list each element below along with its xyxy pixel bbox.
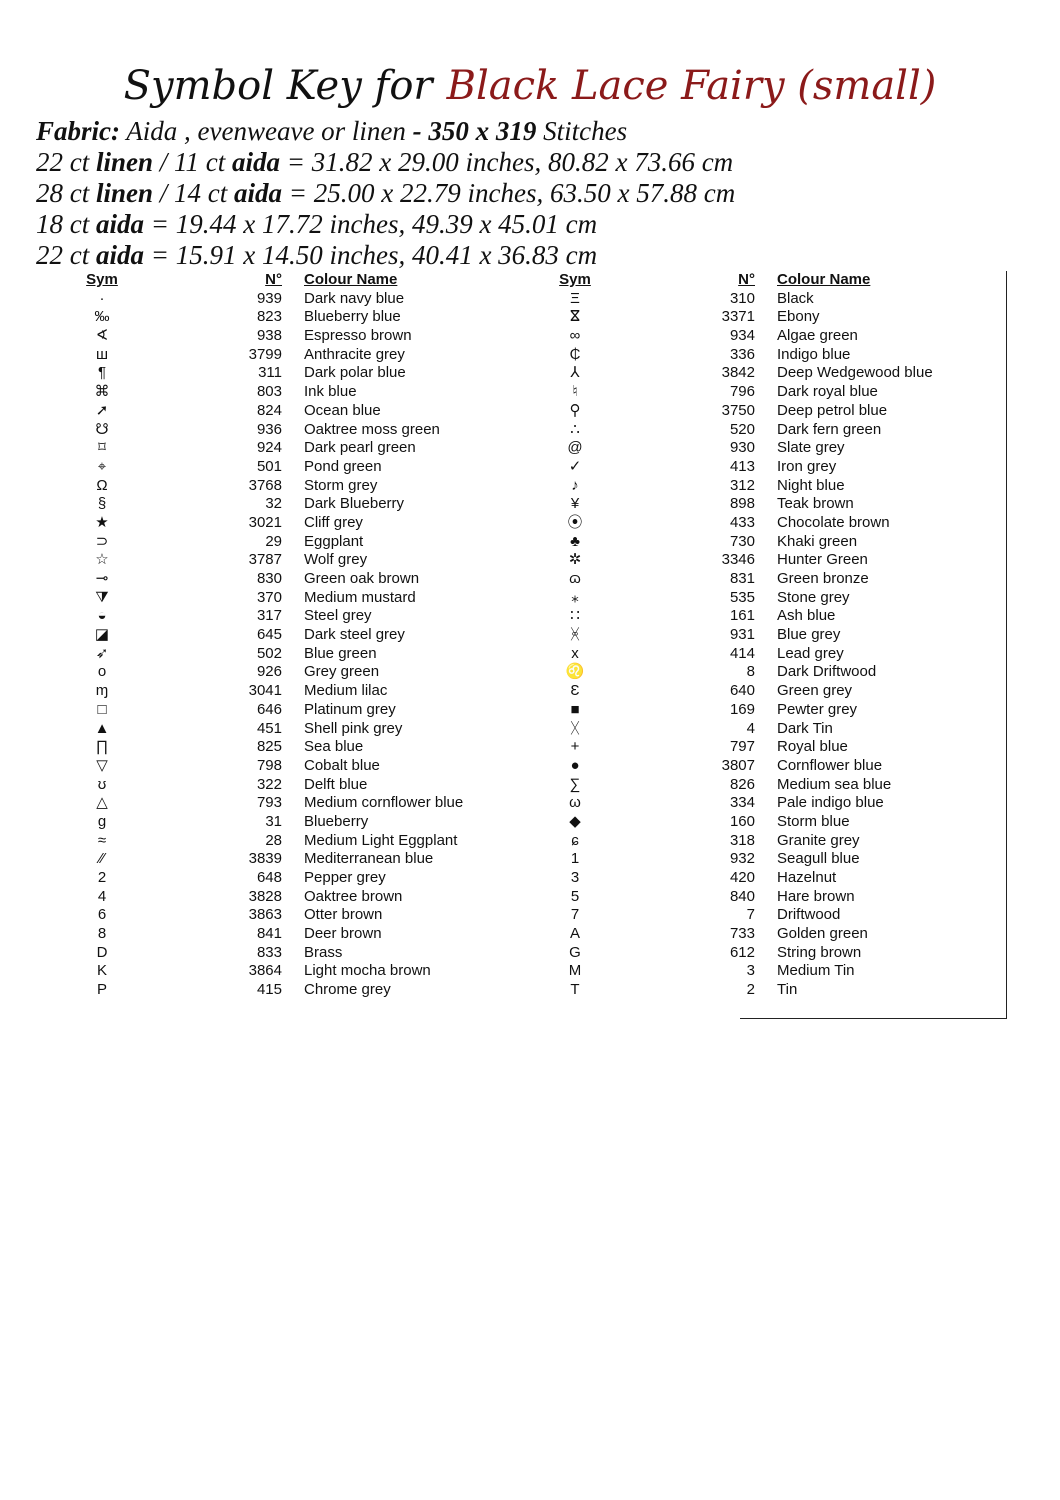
colour-name-cell: Dark fern green bbox=[777, 420, 882, 438]
fabric-info bbox=[36, 116, 735, 271]
colour-name-cell: Green oak brown bbox=[304, 570, 420, 587]
sym-header: Sym bbox=[559, 271, 591, 288]
colour-name-cell: Ink blue bbox=[304, 383, 357, 401]
symbol-cell: ᚸ bbox=[570, 626, 580, 644]
colour-name-cell: Dark polar blue bbox=[304, 364, 406, 382]
size-dimensions: = 25.00 x 22.79 inches, 63.50 x 57.88 cm bbox=[282, 178, 736, 208]
symbol-cell: ʊ bbox=[97, 775, 107, 793]
symbol-cell: ♮ bbox=[572, 383, 578, 401]
colour-name-cell: Chocolate brown bbox=[777, 513, 890, 531]
floss-number-cell: 646 bbox=[256, 700, 282, 718]
floss-number-cell: 926 bbox=[256, 663, 282, 681]
floss-number-cell: 415 bbox=[256, 981, 282, 999]
fabric-label: Fabric: bbox=[36, 116, 120, 146]
floss-number-cell: 796 bbox=[729, 383, 755, 401]
colour-name-cell: Green bronze bbox=[777, 570, 869, 587]
symbol-cell: ◆ bbox=[569, 812, 581, 830]
floss-number-cell: 502 bbox=[256, 644, 282, 662]
colour-name-cell: Cornflower blue bbox=[777, 756, 883, 774]
table-border-right bbox=[1006, 271, 1007, 1019]
symbol-cell: 1 bbox=[570, 850, 580, 868]
symbol-cell: Ξ bbox=[570, 289, 580, 307]
colour-name-cell: Dark royal blue bbox=[777, 383, 878, 401]
colour-name-cell: Delft blue bbox=[304, 775, 368, 793]
colour-name-cell: Medium sea blue bbox=[777, 775, 892, 793]
symbol-cell: ⚲ bbox=[569, 401, 581, 419]
floss-number-cell: 798 bbox=[256, 756, 282, 774]
symbol-cell: ∴ bbox=[570, 420, 580, 438]
floss-number-cell: 311 bbox=[258, 364, 282, 382]
colour-name-cell: Pale indigo blue bbox=[777, 794, 884, 812]
symbol-cell: 4 bbox=[97, 887, 107, 905]
colour-name-cell: Khaki green bbox=[777, 532, 858, 550]
fabric-dash: - bbox=[412, 116, 422, 146]
colour-name-cell: Wolf grey bbox=[304, 551, 368, 569]
colour-name-cell: Dark Driftwood bbox=[777, 663, 877, 681]
stitches-word: Stitches bbox=[543, 116, 628, 146]
floss-number-cell: 797 bbox=[729, 738, 755, 756]
colour-name-cell: Dark Blueberry bbox=[304, 495, 405, 513]
colour-name-cell: Light mocha brown bbox=[304, 962, 431, 980]
floss-number-cell: 312 bbox=[729, 476, 755, 494]
symbol-cell: □ bbox=[97, 700, 107, 718]
symbol-cell: § bbox=[97, 495, 107, 513]
floss-number-cell: 840 bbox=[729, 887, 755, 905]
colour-name-cell: Green grey bbox=[777, 682, 853, 700]
symbol-cell: T bbox=[570, 981, 580, 999]
fabric-line bbox=[36, 116, 735, 147]
symbol-cell: ✓ bbox=[568, 457, 582, 475]
symbol-cell: ➶ bbox=[95, 644, 109, 662]
floss-number-cell: 841 bbox=[256, 925, 282, 943]
symbol-cell: K bbox=[96, 962, 107, 980]
symbol-cell: ⌖ bbox=[97, 457, 107, 475]
symbol-cell: ◪ bbox=[94, 626, 110, 644]
floss-number-cell: 825 bbox=[256, 738, 282, 756]
floss-number-cell: 3807 bbox=[721, 756, 755, 774]
colour-name-cell: Night blue bbox=[777, 476, 845, 494]
floss-number-cell: 8 bbox=[746, 663, 755, 681]
symbol-cell: ⊃ bbox=[95, 532, 109, 550]
floss-number-cell: 414 bbox=[729, 644, 755, 662]
colour-name-cell: Grey green bbox=[304, 663, 380, 681]
floss-number-cell: 826 bbox=[729, 775, 755, 793]
colour-name-cell: Medium lilac bbox=[304, 682, 388, 700]
floss-number-cell: 930 bbox=[729, 439, 755, 457]
symbol-cell: G bbox=[569, 943, 581, 961]
floss-number-cell: 3346 bbox=[721, 551, 755, 569]
colour-name-cell: Medium cornflower blue bbox=[304, 794, 464, 812]
size-line bbox=[36, 240, 735, 271]
size-fabric-aida: aida bbox=[96, 209, 145, 239]
sym-header: Sym bbox=[86, 271, 118, 288]
floss-number-cell: 934 bbox=[729, 327, 755, 345]
symbol-cell: 3 bbox=[570, 869, 580, 886]
fabric-materials: Aida , evenweave or linen bbox=[126, 116, 406, 146]
symbol-cell: ☋ bbox=[95, 420, 109, 438]
colour-name-cell: Storm grey bbox=[304, 476, 378, 494]
floss-number-cell: 29 bbox=[265, 532, 282, 550]
symbol-cell: g bbox=[97, 812, 107, 830]
colour-name-cell: Chrome grey bbox=[304, 981, 391, 999]
colour-name-cell: Seagull blue bbox=[777, 850, 860, 868]
symbol-cell: 2 bbox=[97, 869, 107, 886]
colour-name-cell: Golden green bbox=[777, 925, 868, 943]
size-line bbox=[36, 147, 735, 178]
colour-name-cell: Cobalt blue bbox=[304, 756, 380, 774]
colour-name-cell: Lead grey bbox=[777, 644, 844, 662]
floss-number-cell: 931 bbox=[729, 626, 755, 644]
floss-number-cell: 322 bbox=[256, 775, 282, 793]
floss-number-cell: 433 bbox=[729, 513, 755, 531]
symbol-cell: ♌ bbox=[565, 663, 585, 681]
floss-number-cell: 3863 bbox=[248, 906, 282, 924]
size-separator: / 14 ct bbox=[153, 178, 235, 208]
colour-name-cell: Medium mustard bbox=[304, 588, 416, 606]
symbol-cell: Ω bbox=[96, 476, 108, 494]
colour-name-cell: Shell pink grey bbox=[304, 719, 403, 737]
colour-name-cell: Blueberry bbox=[304, 812, 369, 830]
colour-name-cell: Dark steel grey bbox=[304, 626, 405, 644]
size-fabric-aida: aida bbox=[96, 240, 145, 270]
symbol-cell: ∢ bbox=[95, 327, 109, 345]
colour-name-cell: Deer brown bbox=[304, 925, 382, 943]
floss-number-cell: 32 bbox=[265, 495, 282, 513]
colour-name-cell: Tin bbox=[777, 981, 798, 999]
size-dimensions: = 15.91 x 14.50 inches, 40.41 x 36.83 cm bbox=[144, 240, 598, 270]
colour-name-cell: Storm blue bbox=[777, 812, 850, 830]
colour-name-cell: Blueberry blue bbox=[304, 308, 401, 326]
floss-number-cell: 3799 bbox=[248, 345, 282, 363]
floss-number-cell: 520 bbox=[729, 420, 755, 438]
floss-number-cell: 939 bbox=[256, 289, 282, 307]
symbol-cell: 8 bbox=[97, 925, 107, 943]
page-title bbox=[0, 58, 1060, 114]
symbol-cell: 6 bbox=[97, 906, 107, 924]
num-header: N° bbox=[738, 271, 755, 288]
floss-number-cell: 334 bbox=[729, 794, 755, 812]
symbol-cell: ₵ bbox=[569, 345, 581, 363]
floss-number-cell: 3864 bbox=[248, 962, 282, 980]
colour-name-cell: Algae green bbox=[777, 327, 858, 345]
size-dimensions: = 31.82 x 29.00 inches, 80.82 x 73.66 cm bbox=[280, 147, 734, 177]
floss-number-cell: 830 bbox=[256, 570, 282, 587]
colour-name-cell: Black bbox=[777, 289, 814, 307]
symbol-cell: ɷ bbox=[569, 570, 581, 587]
symbol-cell: + bbox=[570, 738, 580, 756]
symbol-cell: ♣ bbox=[570, 532, 580, 550]
colour-name-cell: Otter brown bbox=[304, 906, 383, 924]
colour-name-cell: Cliff grey bbox=[304, 513, 363, 531]
symbol-cell: ¶ bbox=[97, 364, 107, 382]
symbol-cell: ¥ bbox=[570, 495, 580, 513]
symbol-cell: ⌑ bbox=[98, 439, 106, 457]
title-pattern-name: Black Lace Fairy (small) bbox=[446, 63, 937, 109]
colour-name-cell: String brown bbox=[777, 943, 862, 961]
symbol-cell: ● bbox=[570, 756, 580, 774]
colour-name-cell: Oaktree brown bbox=[304, 887, 403, 905]
symbol-cell: M bbox=[568, 962, 582, 980]
floss-number-cell: 3750 bbox=[721, 401, 755, 419]
floss-number-cell: 645 bbox=[256, 626, 282, 644]
colour-name-cell: Pepper grey bbox=[304, 869, 386, 886]
symbol-cell: x bbox=[571, 644, 579, 662]
symbol-cell: @ bbox=[567, 439, 583, 457]
symbol-cell: ⴵ bbox=[570, 308, 580, 326]
symbol-cell: ‰ bbox=[94, 308, 110, 326]
colour-name-cell: Indigo blue bbox=[777, 345, 851, 363]
num-header: N° bbox=[265, 271, 282, 288]
symbol-cell: ∏ bbox=[95, 738, 109, 756]
symbol-cell: ⁄⁄ bbox=[99, 850, 105, 868]
floss-number-cell: 3 bbox=[746, 962, 755, 980]
colour-name-cell: Eggplant bbox=[304, 532, 364, 550]
colour-name-cell: Royal blue bbox=[777, 738, 848, 756]
colour-name-cell: Platinum grey bbox=[304, 700, 396, 718]
floss-number-cell: 938 bbox=[256, 327, 282, 345]
colour-name-cell: Espresso brown bbox=[304, 327, 412, 345]
colour-name-cell: Slate grey bbox=[777, 439, 845, 457]
symbol-cell: △ bbox=[96, 794, 108, 812]
floss-number-cell: 160 bbox=[729, 812, 755, 830]
symbol-cell: ɕ bbox=[571, 831, 579, 849]
symbol-cell: ω bbox=[569, 794, 581, 812]
symbol-cell: ✲ bbox=[568, 551, 582, 569]
colour-name-cell: Dark navy blue bbox=[304, 289, 405, 307]
floss-number-cell: 936 bbox=[256, 420, 282, 438]
floss-number-cell: 535 bbox=[729, 588, 755, 606]
floss-number-cell: 420 bbox=[729, 869, 755, 886]
size-line bbox=[36, 178, 735, 209]
floss-number-cell: 730 bbox=[729, 532, 755, 550]
colour-name-cell: Ocean blue bbox=[304, 401, 381, 419]
symbol-cell: ≈ bbox=[97, 831, 107, 849]
symbol-cell: ➚ bbox=[95, 401, 109, 419]
colour-name-cell: Medium Light Eggplant bbox=[304, 831, 458, 849]
floss-number-cell: 28 bbox=[265, 831, 282, 849]
stitch-count: 350 x 319 bbox=[428, 116, 537, 146]
floss-number-cell: 451 bbox=[256, 719, 282, 737]
colour-name-cell: Ebony bbox=[777, 308, 820, 326]
colour-name-cell: Dark pearl green bbox=[304, 439, 416, 457]
symbol-cell: ■ bbox=[570, 700, 580, 718]
symbol-cell: 7 bbox=[570, 906, 580, 924]
colour-name-cell: Steel grey bbox=[304, 607, 372, 625]
floss-number-cell: 831 bbox=[729, 570, 755, 587]
floss-number-cell: 31 bbox=[265, 812, 282, 830]
symbol-cell: ∞ bbox=[569, 327, 581, 345]
colour-name-cell: Teak brown bbox=[777, 495, 854, 513]
size-dimensions: = 19.44 x 17.72 inches, 49.39 x 45.01 cm bbox=[144, 209, 598, 239]
colour-name-cell: Oaktree moss green bbox=[304, 420, 440, 438]
colour-name-cell: Deep petrol blue bbox=[777, 401, 888, 419]
symbol-cell: ◒ bbox=[97, 607, 107, 625]
symbol-cell: o bbox=[97, 663, 107, 681]
floss-number-cell: 823 bbox=[256, 308, 282, 326]
floss-number-cell: 3828 bbox=[248, 887, 282, 905]
floss-number-cell: 318 bbox=[729, 831, 755, 849]
symbol-cell: ɱ bbox=[95, 682, 109, 700]
size-count: 22 ct bbox=[36, 240, 96, 270]
colour-name-cell: Ash blue bbox=[777, 607, 836, 625]
symbol-cell: ш bbox=[95, 345, 109, 363]
colour-name-cell: Driftwood bbox=[777, 906, 841, 924]
symbol-cell: ⅄ bbox=[570, 364, 580, 382]
size-line bbox=[36, 209, 735, 240]
floss-number-cell: 924 bbox=[256, 439, 282, 457]
floss-number-cell: 3842 bbox=[721, 364, 755, 382]
colour-name-cell: Anthracite grey bbox=[304, 345, 405, 363]
symbol-cell: A bbox=[569, 925, 580, 943]
size-count: 22 ct bbox=[36, 147, 96, 177]
floss-number-cell: 317 bbox=[256, 607, 282, 625]
floss-number-cell: 793 bbox=[256, 794, 282, 812]
size-fabric-linen: linen bbox=[96, 147, 154, 177]
colour-name-cell: Stone grey bbox=[777, 588, 850, 606]
floss-number-cell: 336 bbox=[729, 345, 755, 363]
floss-number-cell: 3787 bbox=[248, 551, 282, 569]
symbol-cell: ☆ bbox=[95, 551, 109, 569]
floss-number-cell: 2 bbox=[746, 981, 755, 999]
floss-number-cell: 310 bbox=[729, 289, 755, 307]
symbol-cell: ⦿ bbox=[567, 513, 583, 531]
floss-number-cell: 3371 bbox=[721, 308, 755, 326]
table-border-bottom bbox=[740, 1018, 1007, 1019]
symbol-cell: 5 bbox=[570, 887, 580, 905]
colour-name-cell: Pond green bbox=[304, 457, 382, 475]
floss-number-cell: 413 bbox=[729, 457, 755, 475]
symbol-cell: ⌘ bbox=[94, 383, 110, 401]
floss-number-cell: 932 bbox=[729, 850, 755, 868]
floss-number-cell: 161 bbox=[729, 607, 755, 625]
floss-number-cell: 3839 bbox=[248, 850, 282, 868]
symbol-cell: Ɛ bbox=[570, 682, 580, 700]
colour-name-cell: Granite grey bbox=[777, 831, 860, 849]
colour-name-cell: Sea blue bbox=[304, 738, 364, 756]
size-fabric-aida: aida bbox=[234, 178, 283, 208]
floss-number-cell: 501 bbox=[256, 457, 282, 475]
floss-number-cell: 7 bbox=[746, 906, 755, 924]
floss-number-cell: 370 bbox=[256, 588, 282, 606]
floss-number-cell: 612 bbox=[729, 943, 755, 961]
size-fabric-linen: linen bbox=[96, 178, 154, 208]
floss-number-cell: 169 bbox=[729, 700, 755, 718]
size-count: 28 ct bbox=[36, 178, 96, 208]
colour-name-cell: Hunter Green bbox=[777, 551, 868, 569]
floss-number-cell: 648 bbox=[256, 869, 282, 886]
floss-number-cell: 640 bbox=[729, 682, 755, 700]
colour-name-cell: Mediterranean blue bbox=[304, 850, 434, 868]
name-header: Colour Name bbox=[304, 271, 398, 288]
colour-name-cell: Blue grey bbox=[777, 626, 841, 644]
floss-number-cell: 803 bbox=[256, 383, 282, 401]
colour-name-cell: Brass bbox=[304, 943, 343, 961]
floss-number-cell: 833 bbox=[256, 943, 282, 961]
floss-number-cell: 824 bbox=[256, 401, 282, 419]
symbol-cell: ★ bbox=[95, 513, 109, 531]
colour-name-cell: Pewter grey bbox=[777, 700, 858, 718]
symbol-cell: ▲ bbox=[94, 719, 110, 737]
colour-name-cell: Hare brown bbox=[777, 887, 855, 905]
symbol-cell: ▽ bbox=[96, 756, 108, 774]
colour-name-cell: Iron grey bbox=[777, 457, 837, 475]
symbol-cell: D bbox=[96, 943, 108, 961]
symbol-cell: · bbox=[99, 289, 105, 307]
colour-name-cell: Deep Wedgewood blue bbox=[777, 364, 933, 382]
size-lines bbox=[36, 147, 735, 271]
title-prefix: Symbol Key for bbox=[123, 63, 433, 109]
symbol-cell: ⧩ bbox=[95, 588, 109, 606]
size-fabric-aida: aida bbox=[232, 147, 281, 177]
colour-name-cell: Dark Tin bbox=[777, 719, 833, 737]
floss-number-cell: 4 bbox=[746, 719, 755, 737]
symbol-cell: P bbox=[96, 981, 107, 999]
size-separator: / 11 ct bbox=[153, 147, 233, 177]
floss-number-cell: 898 bbox=[729, 495, 755, 513]
floss-number-cell: 3768 bbox=[248, 476, 282, 494]
name-header: Colour Name bbox=[777, 271, 871, 288]
symbol-cell: ♪ bbox=[571, 476, 579, 494]
floss-number-cell: 733 bbox=[729, 925, 755, 943]
symbol-cell: ⁎ bbox=[571, 588, 579, 606]
symbol-cell: ∑ bbox=[569, 775, 581, 793]
colour-name-cell: Blue green bbox=[304, 644, 377, 662]
colour-name-cell: Medium Tin bbox=[777, 962, 855, 980]
colour-name-cell: Hazelnut bbox=[777, 869, 837, 886]
size-count: 18 ct bbox=[36, 209, 96, 239]
floss-number-cell: 3021 bbox=[248, 513, 282, 531]
symbol-cell: ⊸ bbox=[95, 570, 109, 587]
floss-number-cell: 3041 bbox=[248, 682, 282, 700]
symbol-cell: ᚷ bbox=[570, 719, 580, 737]
symbol-cell: ∷ bbox=[570, 607, 580, 625]
